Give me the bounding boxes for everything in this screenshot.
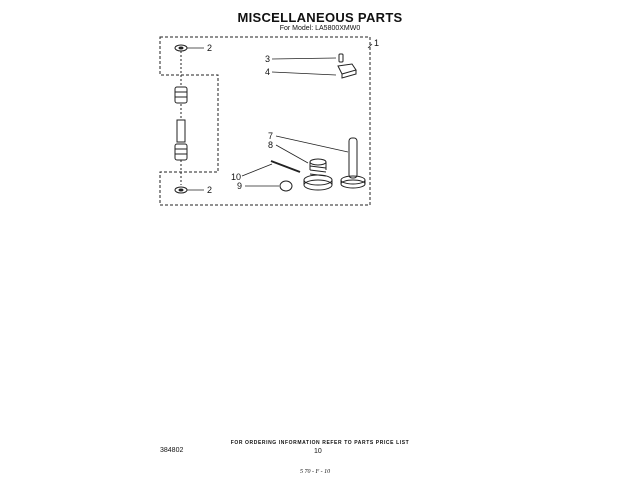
callout-8: 8 (268, 140, 274, 150)
callout-3: 3 (265, 54, 271, 64)
left-shaft-assembly (175, 45, 187, 193)
callout-4: 4 (265, 67, 271, 77)
page-number: 10 (314, 448, 322, 455)
coupling-lower (175, 144, 187, 160)
part-4 (338, 64, 356, 74)
coupling-upper (175, 87, 187, 103)
part-10 (271, 161, 300, 172)
part-8-top (310, 159, 326, 165)
part-3 (339, 54, 343, 62)
ordering-note: FOR ORDERING INFORMATION REFER TO PARTS PRICE LIST (230, 440, 410, 446)
page-title: MISCELLANEOUS PARTS (237, 10, 403, 25)
callout-10: 10 (231, 172, 242, 182)
part-9 (280, 181, 292, 191)
callout-9: 9 (237, 181, 243, 191)
part-7-post (349, 138, 357, 178)
handwritten-note: 5 70 - F - 10 (300, 469, 331, 475)
callout-2-bottom: 2 (207, 185, 213, 195)
callout-1: 1 (374, 38, 380, 48)
small-parts (338, 54, 356, 78)
lower-parts (271, 138, 365, 191)
shaft-section (177, 120, 185, 142)
model-subtitle: For Model: LA5800XMW0 (279, 25, 361, 32)
callout-2-top: 2 (207, 43, 213, 53)
document-number: 384802 (160, 447, 184, 454)
callout-7: 7 (268, 131, 274, 141)
